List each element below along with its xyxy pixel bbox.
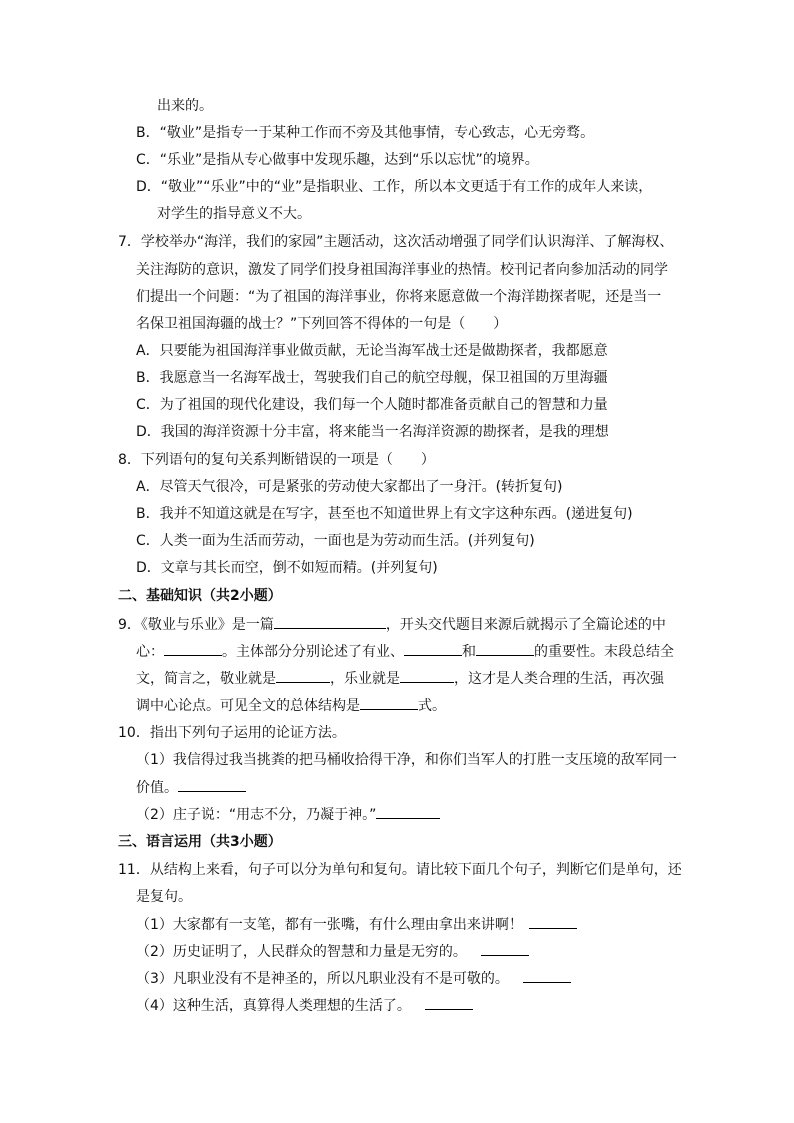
q11-text: （4）这种生活，真算得人类理想的生活了。 [136,998,411,1014]
question-9-line-4 [136,695,446,716]
q9-text: 调中心论点。可见全文的总体结构是 [136,698,360,714]
question-9-line-2 [136,641,674,662]
answer-blank[interactable] [523,968,571,983]
option-d: D．我国的海洋资源十分丰富，将来能当一名海洋资源的勘探者，是我的理想 [136,424,609,440]
sub-question-2 [136,804,440,825]
answer-blank[interactable] [529,914,577,929]
answer-blank[interactable] [404,641,462,656]
answer-blank[interactable] [164,641,222,656]
q9-text: ，这才是人类合理的生活，再次强 [454,671,664,687]
question-8: 8．下列语句的复句关系判断错误的一项是（ ） [118,452,435,468]
option-b: B．“敬业”是指专一于某种工作而不旁及其他事情，专心致志，心无旁骛。 [136,125,595,141]
q11-text: （1）大家都有一支笔，都有一张嘴，有什么理由拿出来讲啊！ [136,917,523,933]
answer-blank[interactable] [400,668,454,683]
q9-text: ，乐业就是 [330,671,400,687]
question-11: 11．从结构上来看，句子可以分为单句和复句。请比较下面几个句子，判断它们是单句，还 [118,862,682,878]
question-10: 10．指出下列句子运用的论证方法。 [118,725,346,741]
q11-text: （2）历史证明了，人民群众的智慧和力量是无穷的。 [136,944,467,960]
option-a: A．尽管天气很冷，可是紧张的劳动使大家都出了一身汗。(转折复句) [136,479,563,495]
answer-blank[interactable] [360,695,418,710]
option-c: C．“乐业”是指从专心做事中发现乐趣，达到“乐以忘忧”的境界。 [136,152,539,168]
option-c: C．人类一面为生活而劳动，一面也是为劳动而生活。(并列复句) [136,533,535,549]
sub-question-2 [136,941,529,962]
option-a: A．只要能为祖国海洋事业做贡献，无论当海军战士还是做勘探者，我都愿意 [136,343,608,359]
q9-text: 式。 [418,698,446,714]
answer-blank[interactable] [376,804,440,819]
text-line: 关注海防的意识，激发了同学们投身祖国海洋事业的热情。校刊记者向参加活动的同学 [136,262,668,278]
question-7: 7．学校举办“海洋，我们的家园”主题活动，这次活动增强了同学们认识海洋、了解海权、 [118,234,674,250]
q11-text: （3）凡职业没有不是神圣的，所以凡职业没有不是可敬的。 [136,971,509,987]
option-b: B．我并不知道这就是在写字，甚至也不知道世界上有文字这种东西。(递进复句) [136,506,633,522]
sub-question-1 [136,914,577,935]
option-d: D．“敬业”“乐业”中的“业”是指职业、工作，所以本文更适于有工作的成年人来读， [136,179,653,195]
option-b: B．我愿意当一名海军战士，驾驶我们自己的航空母舰，保卫祖国的万里海疆 [136,370,608,386]
q9-text: ，开头交代题目来源后就揭示了全篇论述的中 [385,617,666,633]
text-line: 们提出一个问题：“为了祖国的海洋事业，你将来愿意做一个海洋勘探者呢，还是当一 [136,289,662,305]
answer-blank[interactable] [274,614,386,629]
option-d: D．文章与其长而空，倒不如短而精。(并列复句) [136,560,438,576]
q10-text: 价值。 [136,780,178,796]
answer-blank[interactable] [276,668,330,683]
q9-text: 和 [462,644,476,660]
text-line: 出来的。 [157,98,213,114]
q9-text: 文，简言之，敬业就是 [136,671,276,687]
q9-text: 9．《敬业与乐业》是一篇 [118,617,274,633]
text-line: 名保卫祖国海疆的战士？”下列回答不得体的一句是（ ） [136,316,508,332]
q9-text: 心： [136,644,164,660]
option-c: C．为了祖国的现代化建设，我们每一个人随时都准备贡献自己的智慧和力量 [136,397,608,413]
q10-text: （2）庄子说：“用志不分，乃凝于神。” [136,807,377,823]
sub-question-3 [136,968,571,989]
sub-question-1: （1）我信得过我当挑粪的把马桶收拾得干净，和你们当军人的打胜一支压境的敌军同一 [136,752,677,768]
text-line: 是复句。 [136,889,192,905]
section-heading: 二、基础知识（共2小题） [118,588,282,604]
sub-question-4 [136,995,473,1016]
q9-text: 。主体部分分别论述了有业、 [222,644,404,660]
answer-blank[interactable] [476,641,534,656]
answer-blank[interactable] [481,941,529,956]
answer-blank[interactable] [425,995,473,1010]
sub-question-1-cont [136,777,246,798]
text-line: 对学生的指导意义不大。 [157,206,311,222]
section-heading: 三、语言运用（共3小题） [118,834,282,850]
answer-blank[interactable] [178,777,246,792]
question-9-line-3 [136,668,664,689]
q9-text: 的重要性。末段总结全 [534,644,674,660]
question-9-line-1 [118,614,666,635]
